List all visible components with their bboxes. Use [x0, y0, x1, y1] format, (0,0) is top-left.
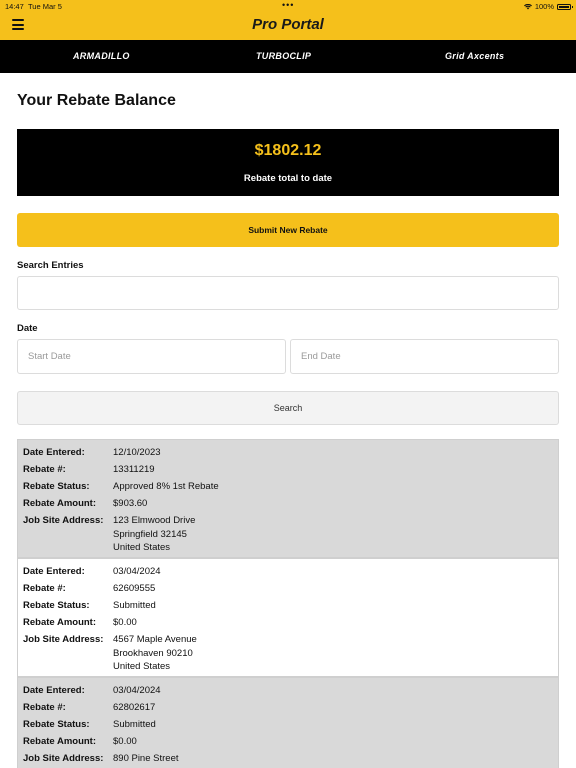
- brand-grid-axcents[interactable]: Grid Axcents: [445, 51, 505, 61]
- brand-armadillo[interactable]: ARMADILLO: [73, 51, 130, 61]
- address-line: 4567 Maple Avenue: [113, 634, 197, 645]
- job-site-address-label: Job Site Address:: [23, 515, 104, 526]
- page-title: Your Rebate Balance: [17, 92, 176, 109]
- job-site-address-value: [113, 752, 179, 766]
- search-entries-label: Search Entries: [17, 260, 84, 271]
- rebate-status-value: Submitted: [113, 719, 156, 730]
- battery-icon: [557, 4, 571, 10]
- date-entered-label: Date Entered:: [23, 566, 85, 577]
- rebate-status-label: Rebate Status:: [23, 481, 90, 492]
- rebate-status-value: Approved 8% 1st Rebate: [113, 481, 219, 492]
- address-line: United States: [113, 661, 171, 672]
- rebate-balance-caption: Rebate total to date: [243, 173, 333, 184]
- rebate-amount-value: $0.00: [113, 736, 137, 747]
- submit-new-rebate-button[interactable]: Submit New Rebate: [17, 213, 559, 247]
- rebate-number-value: 62609555: [113, 583, 156, 594]
- brand-bar: [0, 40, 576, 73]
- date-entered-value: 03/04/2024: [113, 566, 161, 577]
- rebate-entries-list: [17, 439, 559, 768]
- job-site-address-label: Job Site Address:: [23, 634, 104, 645]
- address-line: Springfield 32145: [113, 528, 187, 540]
- rebate-amount-label: Rebate Amount:: [23, 498, 97, 509]
- rebate-entry[interactable]: [17, 558, 559, 677]
- rebate-status-label: Rebate Status:: [23, 600, 90, 611]
- date-entered-label: Date Entered:: [23, 685, 85, 696]
- rebate-amount-label: Rebate Amount:: [23, 736, 97, 747]
- date-entered-value: 12/10/2023: [113, 447, 161, 458]
- job-site-address-value: [113, 633, 197, 674]
- rebate-status-label: Rebate Status:: [23, 719, 90, 730]
- rebate-number-value: 62802617: [113, 702, 156, 713]
- status-bar: [0, 0, 576, 12]
- app-header: [0, 0, 576, 40]
- end-date-field[interactable]: [290, 339, 559, 374]
- start-date-field[interactable]: [17, 339, 286, 374]
- rebate-entry[interactable]: [17, 677, 559, 768]
- status-date: Tue Mar 5: [28, 2, 62, 11]
- multitasking-dots[interactable]: •••: [282, 0, 295, 10]
- status-time: 14:47: [5, 2, 24, 11]
- status-right: [524, 2, 571, 11]
- rebate-balance-card: [17, 129, 559, 196]
- rebate-number-label: Rebate #:: [23, 583, 66, 594]
- address-line: United States: [113, 542, 171, 553]
- date-label: Date: [17, 323, 38, 334]
- job-site-address-value: [113, 514, 195, 555]
- battery-percent: 100%: [534, 2, 554, 11]
- app-title: Pro Portal: [252, 16, 324, 33]
- rebate-amount-value: $0.00: [113, 617, 137, 628]
- rebate-status-value: Submitted: [113, 600, 156, 611]
- address-line: Brookhaven 90210: [113, 647, 193, 659]
- rebate-number-label: Rebate #:: [23, 464, 66, 475]
- rebate-number-value: 13311219: [113, 464, 155, 475]
- date-entered-value: 03/04/2024: [113, 685, 161, 696]
- job-site-address-label: Job Site Address:: [23, 753, 104, 764]
- rebate-balance-amount: $1802.12: [254, 142, 322, 159]
- rebate-number-label: Rebate #:: [23, 702, 66, 713]
- search-input[interactable]: [17, 276, 559, 310]
- wifi-icon: [524, 4, 532, 10]
- brand-turboclip[interactable]: TURBOCLIP: [256, 51, 312, 61]
- rebate-entry[interactable]: [17, 439, 559, 558]
- rebate-amount-label: Rebate Amount:: [23, 617, 97, 628]
- search-button[interactable]: Search: [17, 391, 559, 425]
- date-entered-label: Date Entered:: [23, 447, 85, 458]
- address-line: 123 Elmwood Drive: [113, 515, 196, 526]
- address-line: 890 Pine Street: [113, 753, 179, 764]
- rebate-amount-value: $903.60: [113, 498, 148, 509]
